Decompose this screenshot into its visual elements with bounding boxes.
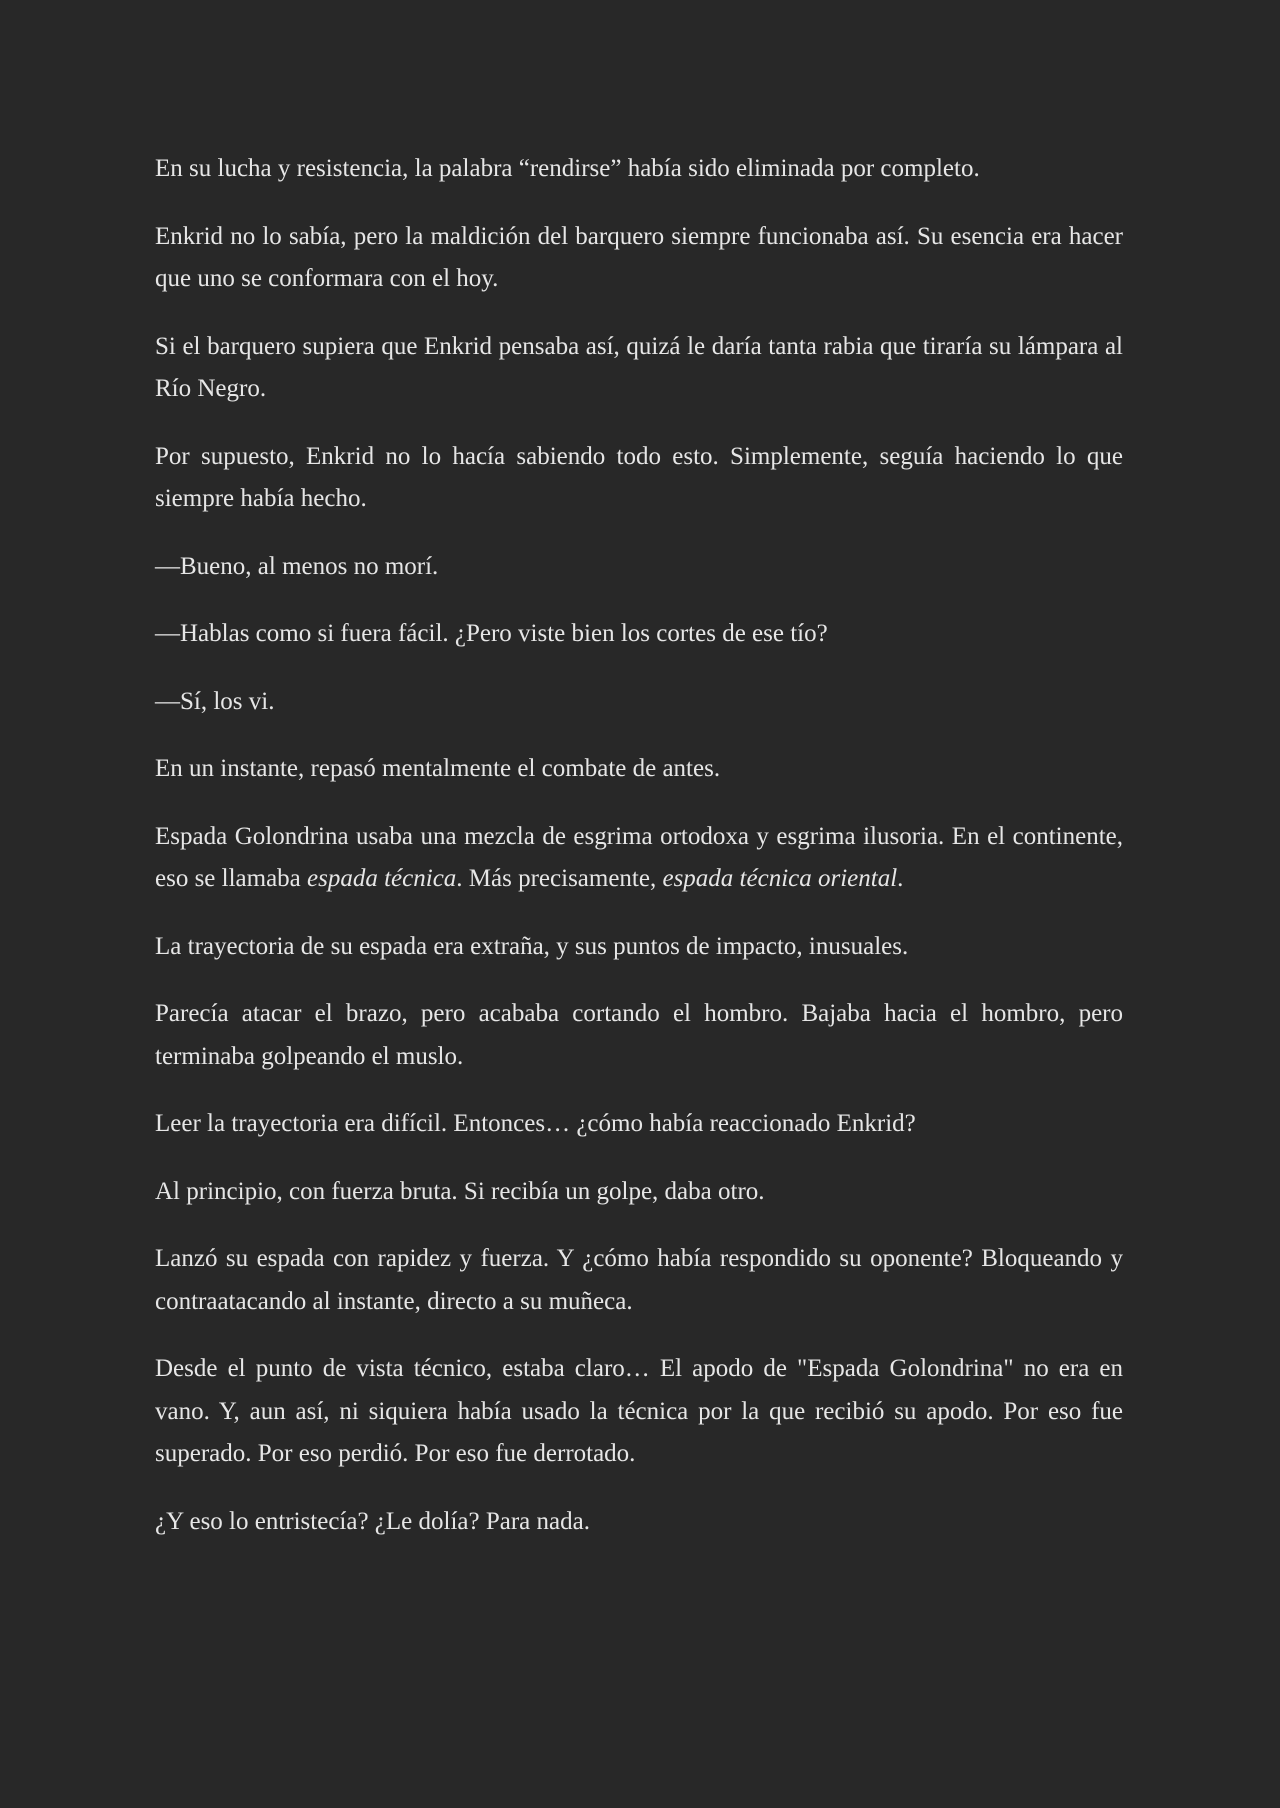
paragraph: Lanzó su espada con rapidez y fuerza. Y ¿cómo había respondido su oponente? Bloqueando y contraatacando al instante, directo a su muñeca. [155,1245,1123,1315]
dialogue-line: —Sí, los vi. [155,687,275,715]
paragraph: En un instante, repasó mentalmente el combate de antes. [155,755,721,782]
dialogue-line: —Hablas como si fuera fácil. ¿Pero viste bien los cortes de ese tío? [155,620,828,647]
italic-term: espada técnica [307,865,457,892]
dialogue-line: —Bueno, al menos no morí. [155,552,439,580]
text-segment: . Más precisamente, [456,865,663,892]
paragraph: Desde el punto de vista técnico, estaba claro… El apodo de "Espada Golondrina" no era en vano. Y, aun así, ni siquiera había usado la técnica por la que recibió su apodo. Por eso fue superado. Por eso perdió. Por eso fue derrotado. [155,1355,1123,1467]
paragraph: En su lucha y resistencia, la palabra “rendirse” había sido eliminada por completo. [155,155,980,182]
paragraph: Al principio, con fuerza bruta. Si recibía un golpe, daba otro. [155,1177,765,1205]
paragraph: Leer la trayectoria era difícil. Entonces… ¿cómo había reaccionado Enkrid? [155,1110,916,1137]
paragraph: La trayectoria de su espada era extraña, y sus puntos de impacto, inusuales. [155,932,909,960]
paragraph: Parecía atacar el brazo, pero acababa cortando el hombro. Bajaba hacia el hombro, pero terminaba golpeando el muslo. [155,1000,1123,1070]
text-segment: Espada Golondrina usaba una mezcla de esgrima ortodoxa y esgrima ilusoria. En el continente, eso se llamaba [155,822,1123,892]
italic-term: espada técnica oriental [662,865,898,892]
paragraph: Enkrid no lo sabía, pero la maldición del barquero siempre funcionaba así. Su esencia era hacer que uno se conformara con el hoy. [155,222,1123,292]
reading-page [155,148,1123,1568]
paragraph-with-italics [155,816,1123,901]
text-segment: . [897,865,904,892]
paragraph: Si el barquero supiera que Enkrid pensaba así, quizá le daría tanta rabia que tiraría su lámpara al Río Negro. [155,332,1123,402]
paragraph: ¿Y eso lo entristecía? ¿Le dolía? Para nada. [155,1507,590,1535]
paragraph: Por supuesto, Enkrid no lo hacía sabiendo todo esto. Simplemente, seguía haciendo lo que siempre había hecho. [155,442,1123,512]
